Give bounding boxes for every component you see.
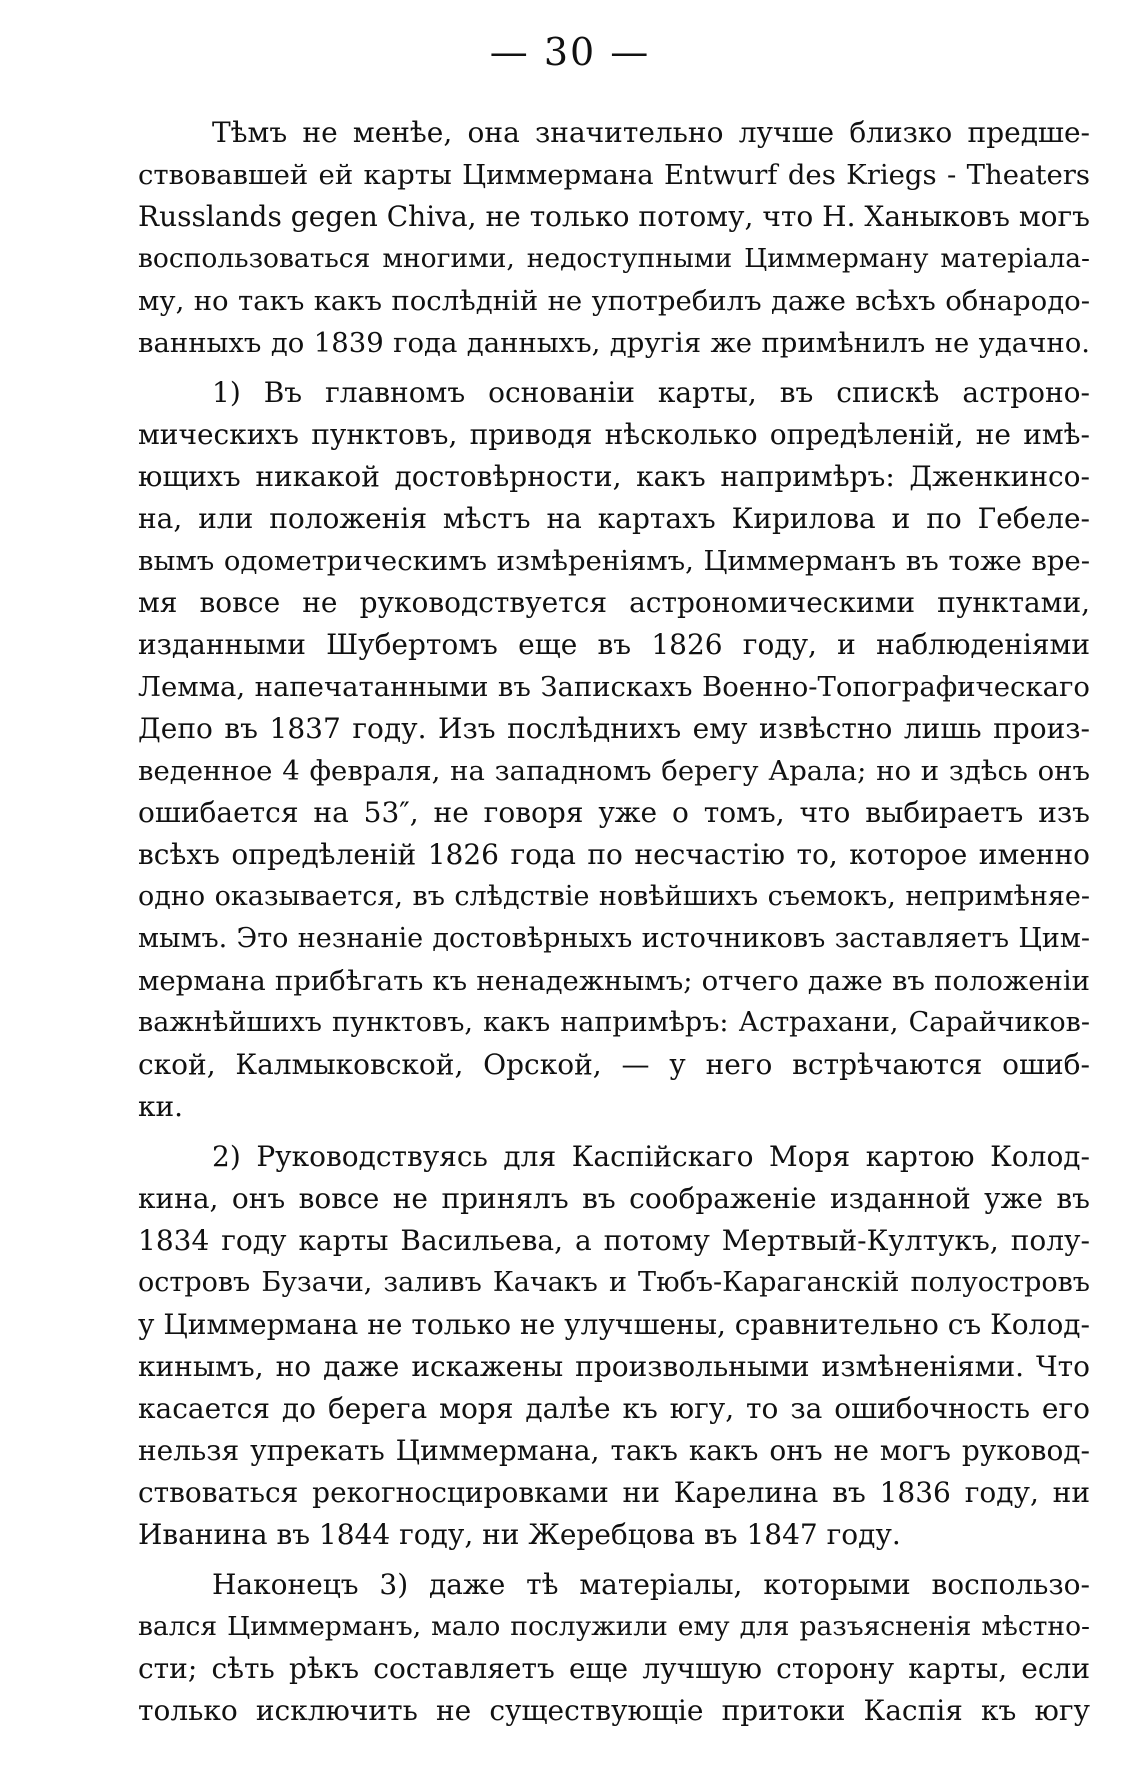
paragraph-point-2 (138, 1136, 1090, 1556)
text-line: Russlands gegen Chiva, не только потому, что Н. Ханыковъ могъ (138, 200, 1090, 233)
text-line: ки. (138, 1090, 184, 1123)
text-line: му, но такъ какъ послѣдній не употребилъ даже всѣхъ обнародо- (138, 285, 1090, 317)
text-line: кинымъ, но даже искажены произвольными измѣненіями. Что (138, 1350, 1090, 1383)
text-line: изданными Шубертомъ еще въ 1826 году, и наблюденіями (138, 628, 1090, 661)
text-line: нельзя упрекать Циммермана, такъ какъ онъ не могъ руковод- (138, 1434, 1090, 1467)
text-line: сти; сѣть рѣкъ составляетъ еще лучшую сторону карты, если (138, 1652, 1090, 1685)
text-line: ской, Калмыковской, Орской, — у него встрѣчаются ошиб- (138, 1048, 1090, 1081)
text-line: мическихъ пунктовъ, приводя нѣсколько опредѣленій, не имѣ- (138, 418, 1090, 451)
text-line: важнѣйшихъ пунктовъ, какъ напримѣръ: Астрахани, Сарайчиков- (138, 1007, 1090, 1038)
paragraph-intro (138, 112, 1090, 364)
text-line: кина, онъ вовсе не принялъ въ соображеніе изданной уже въ (138, 1182, 1090, 1215)
text-line: Иванина въ 1844 году, ни Жеребцова въ 1847 году. (138, 1518, 901, 1551)
text-line: 2) Руководствуясь для Каспійскаго Моря картою Колод- (212, 1140, 1090, 1173)
text-line: ванныхъ до 1839 года данныхъ, другія же примѣнилъ не удачно. (138, 327, 1090, 359)
text-line: воспользоваться многими, недоступными Циммерману матеріала- (138, 243, 1090, 274)
text-line: мя вовсе не руководствуется астрономическими пунктами, (138, 586, 1090, 619)
text-line: вымъ одометрическимъ измѣреніямъ, Циммерманъ въ тоже вре- (138, 545, 1090, 577)
text-line: только исключить не существующіе притоки Каспія къ югу (138, 1694, 1090, 1727)
text-line: Депо въ 1837 году. Изъ послѣднихъ ему извѣстно лишь произ- (138, 712, 1090, 745)
text-line: ющихъ никакой достовѣрности, какъ напримѣръ: Дженкинсо- (138, 460, 1090, 493)
text-line: ствоваться рекогносцировками ни Карелина въ 1836 году, ни (138, 1476, 1090, 1509)
text-line: всѣхъ опредѣленій 1826 года по несчастію то, которое именно (138, 838, 1090, 871)
body-text (138, 112, 1090, 1732)
text-line: вался Циммерманъ, мало послужили ему для разъясненія мѣстно- (138, 1611, 1090, 1642)
text-line: одно оказывается, въ слѣдствіе новѣйшихъ съемокъ, непримѣняе- (138, 881, 1090, 912)
text-line: касается до берега моря далѣе къ югу, то за ошибочность его (138, 1392, 1090, 1425)
text-line: островъ Бузачи, заливъ Качакъ и Тюбъ-Караганскій полуостровъ (138, 1267, 1090, 1298)
text-line: 1) Въ главномъ основаніи карты, въ спискѣ астроно- (212, 376, 1090, 409)
paragraph-point-3 (138, 1564, 1090, 1732)
text-line: мермана прибѣгать къ ненадежнымъ; отчего даже въ положеніи (138, 965, 1090, 997)
text-line: мымъ. Это незнаніе достовѣрныхъ источниковъ заставляетъ Цим- (138, 923, 1090, 954)
text-line: у Циммермана не только не улучшены, сравнительно съ Колод- (138, 1308, 1090, 1341)
text-line: ошибается на 53″, не говоря уже о томъ, что выбираетъ изъ (138, 796, 1090, 829)
text-line: веденное 4 февраля, на западномъ берегу Арала; но и здѣсь онъ (138, 755, 1090, 787)
text-line: ствовавшей ей карты Циммермана Entwurf des Kriegs - Theaters (138, 159, 1090, 191)
text-line: 1834 году карты Васильева, а потому Мертвый-Култукъ, полу- (138, 1224, 1090, 1257)
text-line: Наконецъ 3) даже тѣ матеріалы, которыми воспользо- (212, 1568, 1090, 1601)
text-line: Лемма, напечатанными въ Запискахъ Военно-Топографическаго (138, 671, 1090, 703)
paragraph-point-1 (138, 372, 1090, 1128)
text-line: на, или положенія мѣстъ на картахъ Кирилова и по Гебеле- (138, 502, 1090, 535)
page-number: — 30 — (489, 30, 651, 74)
text-line: Тѣмъ не менѣе, она значительно лучше близко предше- (212, 116, 1090, 149)
